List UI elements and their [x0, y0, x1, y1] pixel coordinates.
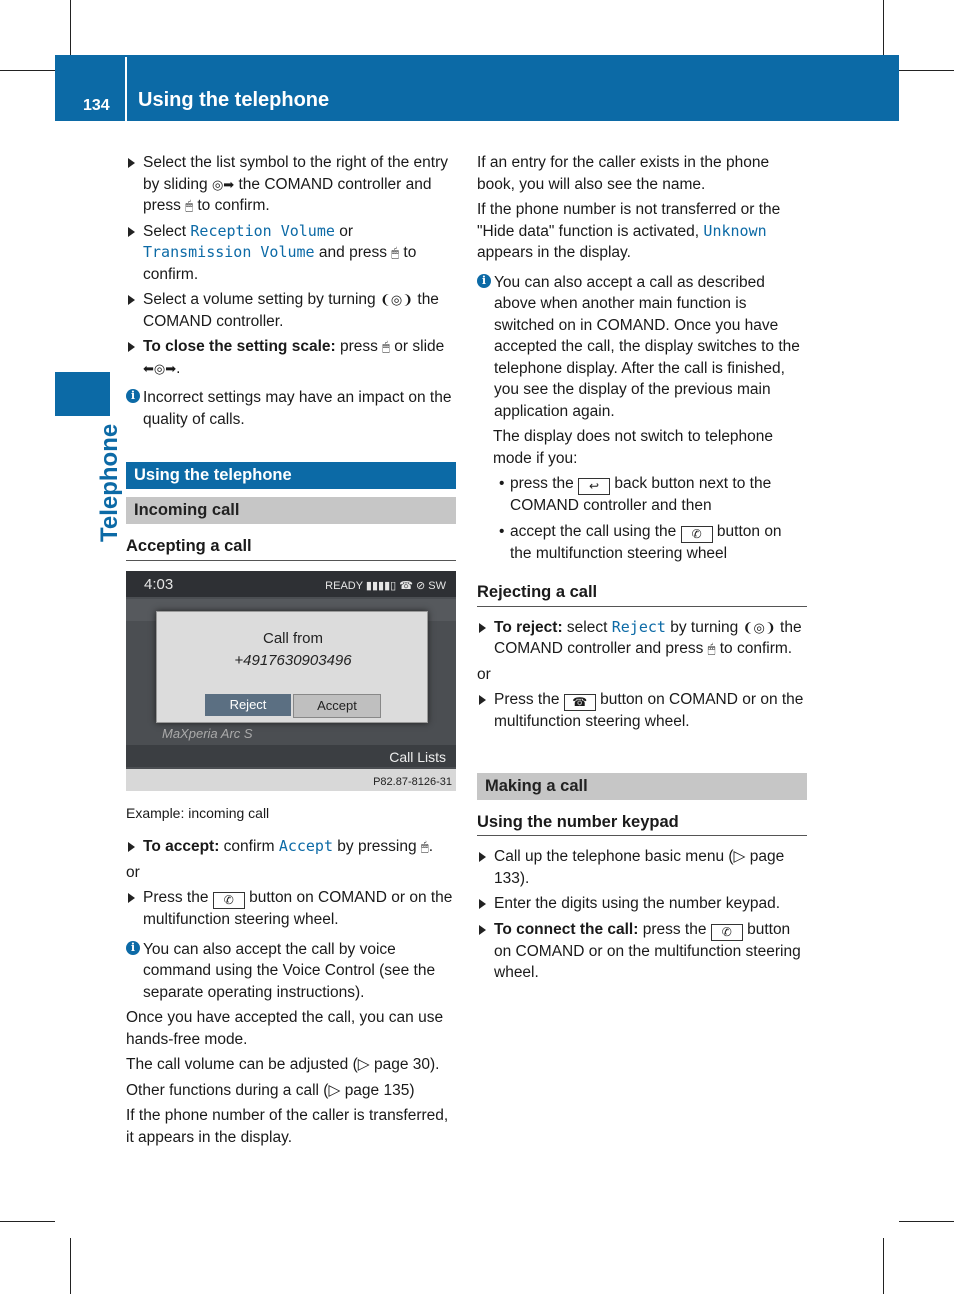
display-text: Unknown [703, 221, 767, 240]
status-indicators: READY ▮▮▮▮▯ ☎ ⊘ SW [325, 579, 446, 592]
clock: 4:03 [144, 575, 174, 593]
step-text: by pressing [333, 838, 421, 855]
section-title: Using the telephone [126, 462, 456, 489]
controller-slide-icon: ⬅◎➡ [143, 360, 177, 376]
instruction-step [477, 919, 807, 984]
controller-press-icon: 🖱 [707, 641, 716, 656]
crop-mark [0, 1221, 55, 1222]
info-text: You can also accept a call as described above when another main function is switched on in COMAND. Once you have accepted the call, the display switches to the telephone display. After the call is finished, you see the display of the previous main application again. [494, 273, 800, 420]
controller-press-icon: 🖱 [382, 339, 390, 354]
paragraph: The call volume can be adjusted (▷ page 30). [126, 1056, 440, 1073]
step-text: confirm [219, 838, 279, 855]
controller-slide-icon: ◎➡ [211, 176, 235, 192]
call-dialog [156, 611, 428, 723]
paragraph: If an entry for the caller exists in the phone book, you will also see the name. [477, 154, 770, 193]
crop-mark [899, 1221, 954, 1222]
header-divider [125, 57, 127, 121]
info-note [477, 272, 807, 423]
info-icon: i [126, 941, 140, 955]
step-text: press [335, 338, 383, 355]
paragraph-text: If the phone number is not transferred or the "Hide data" function is activated, [477, 201, 781, 240]
step-text: select [562, 618, 612, 636]
step-text: button on COMAND or on the multifunction steering wheel. [494, 920, 801, 981]
heading-rejecting: Rejecting a call [477, 582, 807, 607]
instruction-step: Enter the digits using the number keypad. [477, 893, 807, 915]
controller-press-icon: 🖱 [420, 839, 429, 854]
phone-accept-icon: ✆ [213, 892, 245, 909]
step-label: To reject: [494, 618, 563, 636]
bullet-text: accept the call using the [510, 522, 681, 540]
instruction-step [477, 689, 807, 733]
info-icon: i [126, 389, 140, 403]
display-text: Accept [278, 837, 333, 855]
display-text: Reject [611, 617, 666, 636]
crop-mark [0, 70, 55, 71]
step-text: Select a volume setting by turning [143, 291, 380, 308]
figure-caption: Example: incoming call [126, 804, 270, 821]
instruction-step [477, 617, 807, 660]
heading-keypad: Using the number keypad [477, 812, 807, 837]
paragraph: Other functions during a call (▷ page 135) [126, 1081, 415, 1099]
or-text: or [126, 863, 140, 881]
side-tab-label: Telephone [96, 423, 123, 542]
page-title: Using the telephone [138, 89, 330, 111]
or-text: or [477, 665, 491, 683]
instruction-step [126, 836, 456, 858]
comand-screenshot [126, 571, 456, 791]
step-label: To accept: [143, 838, 220, 855]
page-number: 134 [83, 97, 110, 114]
phone-accept-icon: ✆ [711, 924, 743, 941]
instruction-step [126, 221, 456, 286]
step-text: . [176, 359, 181, 377]
step-text: . [428, 838, 434, 855]
step-text: to confirm. [143, 244, 417, 283]
paragraph [477, 199, 807, 264]
info-continuation: The display does not switch to telephone mode if you: [493, 428, 774, 467]
step-text: to confirm. [715, 640, 793, 657]
step-text: to confirm. [193, 197, 270, 214]
step-text: or [334, 222, 353, 240]
step-text: the COMAND controller and press [143, 175, 432, 214]
step-text: Press the [494, 691, 564, 708]
right-column [477, 152, 807, 988]
crop-mark [899, 70, 954, 71]
subsection-title: Incoming call [126, 497, 456, 524]
call-from-label: Call from [262, 629, 323, 647]
crop-mark [883, 1238, 884, 1294]
phone-end-icon: ☎ [564, 694, 596, 711]
step-label: To close the setting scale: [143, 338, 336, 355]
display-text: Reception Volume [190, 221, 335, 240]
crop-mark [70, 0, 71, 55]
info-text: You can also accept the call by voice command using the Voice Control (see the separate operating instructions). [143, 940, 436, 1001]
page-header [55, 55, 899, 121]
phone-accept-icon: ✆ [681, 526, 713, 543]
step-text: Press the [143, 889, 213, 906]
accept-button: Accept [293, 694, 381, 718]
controller-turn-icon: ❨◎❩ [379, 292, 414, 307]
controller-press-icon: 🖱 [391, 245, 400, 260]
step-text: Select [143, 222, 191, 240]
step-text: the COMAND controller and press [494, 618, 802, 657]
heading-accepting: Accepting a call [126, 536, 456, 561]
step-text: button on COMAND or on the multifunction steering wheel. [143, 889, 453, 928]
info-note [126, 939, 456, 1004]
instruction-step [126, 289, 456, 332]
step-label: To connect the call: [494, 920, 639, 938]
crop-mark [883, 0, 884, 55]
crop-mark [70, 1238, 71, 1294]
instruction-step [126, 336, 456, 379]
step-text: and press [314, 244, 392, 261]
instruction-step: Call up the telephone basic menu (▷ page 133). [477, 846, 807, 889]
bullet-text: back button next to the COMAND controller and then [510, 475, 772, 514]
info-icon: i [477, 274, 491, 288]
step-text: press the [638, 920, 711, 938]
step-text: by turning [665, 618, 743, 636]
subsection-title: Making a call [477, 773, 807, 800]
controller-press-icon: 🖱 [185, 198, 194, 213]
instruction-step [126, 152, 456, 217]
caller-number: +4917630903496 [234, 651, 352, 669]
device-name: MaXperia Arc S [162, 725, 253, 741]
bullet-item [477, 521, 807, 565]
step-text: Select the list symbol to the right of the entry by sliding [143, 154, 448, 193]
info-text: Incorrect settings may have an impact on the quality of calls. [143, 389, 452, 428]
reference-code: P82.87-8126-31 [373, 775, 452, 788]
status-bar [126, 571, 456, 597]
paragraph: Once you have accepted the call, you can use hands-free mode. [126, 1009, 444, 1048]
paragraph-text: appears in the display. [477, 244, 631, 261]
reject-button: Reject [205, 694, 291, 716]
reference-strip [126, 769, 456, 791]
side-tab-marker [55, 372, 110, 416]
info-note [126, 387, 456, 430]
instruction-step [126, 887, 456, 931]
display-text: Transmission Volume [143, 243, 315, 261]
controller-turn-icon: ❨◎❩ [742, 619, 776, 635]
step-text: the COMAND controller. [143, 291, 439, 330]
paragraph: If the phone number of the caller is transferred, it appears in the display. [126, 1107, 449, 1146]
bullet-text: press the [510, 475, 579, 492]
call-lists-label: Call Lists [389, 748, 446, 765]
back-button-icon: ↩ [578, 478, 610, 495]
bullet-text: button on the multifunction steering wheel [510, 522, 782, 562]
step-text: button on COMAND or on the multifunction steering wheel. [494, 691, 804, 730]
step-text: or slide [389, 338, 445, 355]
bullet-item [477, 473, 807, 517]
left-column [126, 152, 456, 1152]
